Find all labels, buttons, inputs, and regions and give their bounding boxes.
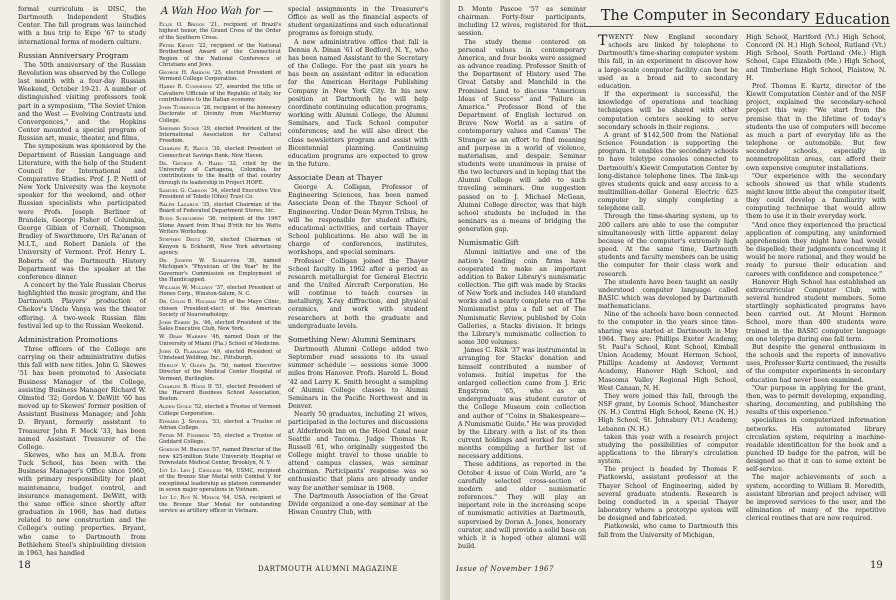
honoree-citation: '28, recipient of the honorary Doctorate of Divinity from MacMurray College. [159,104,281,124]
honoree-citation: '36, elected Chairman of Kenyon & Eckhardt, New York advertising agency. [159,237,281,256]
wah-hoo-wah-column [153,6,281,556]
honoree-citation: '34, elected Executive Vice President of Toledo (Ohio) Trust Co. [159,187,281,201]
wah-hoo-wah-entry [153,404,281,417]
paragraph: Piatkowski, who came to Dartmouth this fall from the University of Michigan, [598,523,738,539]
honoree-name: Charles E. Rayce [159,146,209,153]
issue-line [456,565,554,573]
wah-hoo-wah-entry [153,349,281,362]
honoree-citation: '64, USMC, recipient of the Bronze Star Medal with Combat V for exceptional leadership as platoon commander in seven major operations in Vietnam. [159,468,281,494]
honoree-citation: '46, named Dean of the University of Miami (Fla.) School of Medicine. [159,334,281,347]
wah-hoo-wah-entry [153,126,281,145]
paragraph: A new administrative office that fall is Dennis A. Dinan '61 of Bedford, N. Y., who has been named Assistant to the Secretary of the College. For the past six years he has been an assistant editor in education for the American Heritage Publishing Company in New York City. In his new position at Dartmouth he will help coordinate continuing education programs, working with Alumni College, the Alumni Seminars, and Tuck School computer conferences; and he will also direct the class newsletters program and assist with Bicentennial planning. Continuing education programs are expected to grow in the future. [288,38,428,168]
paragraph: The 50th anniversary of the Russian Revolution was observed by the College last month with a four-day Russian Weekend, October 19-21. A number of distinguished visiting professors took part in a symposium, "The Soviet Union and the West — Evolving Contrasts and Convergences," and the Hopkins Center mounted a special program of Russian art, music, theater, and films. [18,61,146,143]
honoree-name: John O. Flanagan [159,348,209,355]
paragraph: The study theme centered on personal values in contemporary America, and four books were assigned as advance reading. Professor Smith of the Department of History used The Great Gatsby and Manchild in the Promised Land to discuss "American Ideas of Success" and "Failure in America." Professor Bond of the Department of English lectured on Brave New World as a satire of contemporary values and Camus' The Stranger as an effort to find meaning and purpose in a world of violence, materialism, and despair. Seminar students were unanimous in praise of the two lecturers and in hoping that the Alumni College will add to such traveling seminars. One suggestion passed on to J. Michael McGean, Alumni College director, was that high school students be included in the seminars as a means of bridging the generation gap. [458,38,586,234]
honoree-citation: '21, recipient of Brazil's highest honor, the Grand Cross of the Order of the Southern Cross. [159,22,281,41]
honoree-citation: '36, named Michigan's "Physician of the Year" by the Governor's Commission on Employment of the Handicapped. [159,257,281,284]
honoree-name: 1st Lt. Leo J. Cieslicki [159,468,222,474]
wah-hoo-wah-entry [153,216,281,235]
honoree-citation: '29, elected President of the International Association for Cultural Freedom. [159,125,281,145]
wah-hoo-wah-entry [153,433,281,446]
paragraph: Nearly 50 graduates, including 21 wives, participated in the lectures and discussions at Alderbrook Inn on the Hood Canal near Seattle and Tacoma. Judge Thomas R. Russell '61, who originally suggested the College might travel to those unable to attend campus classes, was seminar chairman. Participants' response was so enthusiastic that plans are already under way for another seminar in 1968. [288,411,428,492]
honoree-name: John Turkevich [159,104,201,111]
honoree-name: Charles B. Hood II [159,383,212,390]
paragraph: A concert by the Yale Russian Chorus highlighted the music program, and the Dartmouth Players' production of Chekov's Uncle Vanya was the theater offering. A two-week Russian film festival led up to the Russian Weekend. [18,282,146,330]
paragraph: Alumni initiative and one of the nation's leading coin firms have cooperated to make an important addition to Baker Library's numismatic collection. The gift was made by Stacks of New York and includes 140 standard works and a nearly complete run of The Numismatist plus a full set of The Numismatic Review, published by Coin Galleries, a Stacks division. It brings the Library's numismatic collection to some 300 volumes. [458,249,586,347]
lead-paragraph [598,34,738,91]
honoree-citation: '36, recipient of the 1967 Stone Award from B'nai B'rith for his Watts Writers Workshop. [159,216,281,236]
magazine-name: DARTMOUTH ALUMNI MAGAZINE [258,565,399,573]
wah-hoo-wah-entry [153,384,281,403]
paragraph: formal curriculum is DISC, the Dartmouth Independent Studies Center. The fall program was launched with a bus trip to Expo '67 to study international forms of modern culture. [18,6,146,46]
issue-date: November 1967 [490,565,554,573]
honoree-name: Edward J. Spiegel [159,418,209,425]
right-page-number: 19 [870,560,883,571]
honoree-name: Herluf V. Olsen Jr. [159,362,217,369]
wah-hoo-wah-entry [153,285,281,298]
honoree-citation: '46, elected President of the Sales Executive Club, New York. [159,319,281,333]
right-column-2 [598,34,738,556]
wah-hoo-wah-entry [153,258,281,284]
paragraph: Three officers of the College are carrying on their administrative duties this fall with new titles. John G. Skewes '51 has been promoted to Associate Business Manager of the College, assisting Business Manager Richard W. Olmsted '32; Gordon V. DeWitt '60 has moved up to Skewes' former position of Assistant Business Manager; and John D. Bryant, formerly assistant to Treasurer John F. Meck '33, has been named Assistant Treasurer of the College. [18,345,146,451]
honoree-citation: '25, elected President of Vermont College Corporation. [159,69,281,83]
paragraph: These additions, as reported in the October 4 issue of Coin World, are "a carefully selected cross-section of modern and older numismatic references." They will play an important role in the increasing scope of numismatic activities at Dartmouth, supervised by Doran A. Jones, honorary curator, and will provide a solid base on which it is hoped other alumni will build. [458,461,586,550]
paragraph: The major achievements of such a system, according to William B. Meredith, assistant librarian and project adviser, will be improved services to the user, and the elimination of many of the repetitive clerical routines that are now required. [746,474,886,523]
title-rule [584,26,890,27]
lead-text: WENTY New England secondary schools are linked by telephone to Dartmouth's time-sharing computer system this fall, in an experiment to discover how a large-scale computer facility can best be used as a broad aid to secondary education. [598,34,738,90]
paragraph: Nine of the schools have been connected to the computer in the years since time-sharing was started at Dartmouth in May 1964. They are: Phillips Exeter Academy, St. Paul's School, Kent School, Kimball Union Academy, Mount Hermon School, Phillips Academy at Andover, Vermont Academy, Hanover High School, and Mascoma Valley Regional High School, West Canaan, N. H. [598,311,738,392]
wah-hoo-wah-entry [153,447,281,466]
paragraph: "And once they experienced the practical application of computing, any uninformed apprehension they might have had would be dispelled; their judgments concerning it would be more rational, and they would be ready to pursue their education and careers with confidence and competence." [746,221,886,278]
paragraph: The symposium was sponsored by the Department of Russian Language and Literature, with the help of the Student Council for International and Comparative Studies. Prof. J. P. Nettl of New York University was the keynote speaker for the weekend, and other Russian specialists who participated were Profs. Joseph Berliner of Brandeis, George Fisher of Columbia, George Gibian of Cornell, Thompson Bradley of Swarthmore, Uri Ra'anan of M.I.T., and Robert Daniels of the University of Vermont. Prof. Henry L. Roberts of the Dartmouth History Department was the speaker at the conference dinner. [18,143,146,281]
honoree-name: George H. Amidon [159,69,211,76]
paragraph: taken this year with a research project studying the possibilities of computer applications to the library's circulation system. [598,433,738,466]
honoree-citation: '30, elected President of Connecticut Savings Bank, New Haven. [159,146,281,159]
article-title-part2: Education [814,12,890,28]
paragraph: High School, Hartford (Vt.) High School, Concord (N. H.) High School, Rutland (Vt.) High School, South Portland (Me.) High School, Cape Elizabeth (Me.) High School, and Timberlane High School, Plaistow, N. H. [746,34,886,82]
honoree-citation: '64, USA, recipient of the Bronze Star Medal for outstanding service as artillery officer in Vietnam. [159,495,281,514]
section-heading: Administration Promotions [18,334,118,344]
honoree-name: Shepard Stone [159,125,200,132]
honoree-name: William W. Mcllroy [159,284,213,291]
honoree-name: Dr. Joseph W. Schaeffer [159,257,240,264]
honoree-citation: '57, named Director of the new $25-million State University Hospital of Downstate Medical Center, Brooklyn, N. Y. [159,447,281,467]
honoree-citation: '37, elected President of Hones Corp., Winston-Salem, N. C. [159,284,281,298]
wah-hoo-wah-entry [153,363,281,382]
left-column-1 [18,6,146,556]
paragraph: Prof. Thomas E. Kurtz, director of the Kiewit Computation Center and of the NSF project, explained the secondary-school project this way: "We start from the premise that in the lifetime of today's students the use of computers will become as much a part of everyday life as the telephone or automobile. But few secondary schools, especially in nonmetropolitan areas, can afford their own expensive computer installations. [746,82,886,172]
wah-hoo-wah-entry [153,161,281,187]
paragraph: special assignments in the Treasurer's Office as well as the financial aspects of student organizations and such educational programs as foreign study. [288,6,428,38]
right-column-1 [458,6,586,556]
paragraph: The students have been taught an easily understood computer language called BASIC which was developed by Dartmouth mathematicians. [598,278,738,311]
article-title-part1: The Computer in Secondary [600,8,810,24]
honoree-citation: '39 of the Mayo Clinic, chosen President-elect of the American Society of Neuroradiology. [159,299,281,319]
paragraph: "Our purpose in applying for the grant, then, was to permit developing, expanding, sharing, documenting, and publishing the results of this experience." [746,384,886,417]
paragraph: Skewes, who has an M.B.A. from Tuck School, has been with the Business Manager's Office since 1960, with primary responsibility for plant maintenance, budget control, and insurance management. DeWitt, with the same office since shortly after graduation in 1960, has had duties related to new construction and the College's outing properties. Bryant, who came to Dartmouth from Bethlehem Steel's shipbuilding division in 1963, has handled [18,451,146,556]
wah-hoo-wah-entry [153,202,281,215]
paragraph: Professor Colligan joined the Thayer School faculty in 1962 after a period as research metallurgist for General Electric and the United Aircraft Corporation. He will continue to teach courses in metallurgy, X-ray diffraction, and physical ceramics, and work with student researchers at both the graduate and undergraduate levels. [288,257,428,330]
wah-hoo-wah-entry [153,70,281,83]
honoree-citation: '32, cited by the University of Cartagena, Colombia, for contributions to the health of that country through its leadership in Project HOPE. [159,160,281,186]
honoree-citation: '35, elected Chairman of the Board of Federated Department Stores, Inc. [159,202,281,215]
honoree-name: Peter M. Fishbein [159,432,210,439]
honoree-citation: '50, named Executive Director of the Medical Center Hospital of Vermont, Burlington. [159,362,281,382]
paragraph: If the experiment is successful, the knowledge of operations and teaching techniques will be shared with other computation centers seeking to serve secondary schools in their regions. [598,91,738,131]
wah-hoo-wah-entry [153,320,281,333]
wah-hoo-wah-entry [153,495,281,514]
section-heading: Something New: Alumni Seminars [288,334,416,344]
wah-hoo-wah-entry [153,299,281,318]
honoree-name: John Emery Jr. [159,319,200,326]
wah-hoo-wah-list [153,22,281,514]
paragraph: The project is headed by Thomas F. Piatkowski, assistant professor at the Thayer School of Engineering, aided by several graduate students. Research is being conducted in a special Thayer laboratory where a prototype system will be designed and fabricated. [598,466,738,523]
wah-hoo-wah-entry [153,43,281,69]
paragraph: Hanover High School has established an extracurricular Computer Club, with several hundred student members. Some startlingly sophisticated programs have been carried out. At Mount Hermon School, more than 400 students were trained in the BASIC computer language on one teletype during one fall term. [746,278,886,343]
honoree-citation: '51, elected President of the Harvard Business School Association, Boston. [159,383,281,403]
wah-hoo-wah-entry [153,84,281,103]
section-heading: Russian Anniversary Program [18,50,129,60]
honoree-citation: '52, elected a Trustee of Vermont College Corporation. [159,404,281,417]
left-page [0,0,446,600]
honoree-citation: '49, elected President of Ulmstead Welding, Inc., Pittsburgh. [159,348,281,361]
section-heading: Numismatic Gift [458,238,519,248]
wah-hoo-wah-entry [153,334,281,347]
wah-hoo-wah-entry [153,468,281,494]
honoree-name: Alden Guild [159,404,192,411]
honoree-name: Harry R. Cummings [159,84,213,91]
wah-hoo-wah-entry [153,105,281,124]
wah-hoo-wah-entry [153,237,281,256]
honoree-name: Samuel G. Carson [159,187,208,194]
paragraph: specializes in computerized information networks. His automated library circulation system, requiring a machine-readable identification for the book and a punched ID badge for the patron, will be designed so that it can to some extent be self-service. [746,417,886,474]
issue-label: Issue of [456,565,488,573]
section-heading: Associate Dean at Thayer [288,173,383,183]
right-column-3 [746,34,886,556]
honoree-citation: '53, elected a Trustee of Adrian College. [159,418,281,432]
wah-hoo-wah-entry [153,146,281,159]
left-column-3 [288,6,428,556]
honoree-name: Ellis O. Briggs [159,22,205,28]
paragraph: "Our experience with the secondary schools showed us that while students might know little about the computer itself, they could develop a familiarity with computing technique that would allow them to use it in their everyday work. [746,172,886,221]
drop-cap: T [598,34,608,49]
honoree-name: Ralph Lazarus [159,202,199,209]
paragraph: But despite the general enthusiasm in the schools and the reports of innovative uses, Professor Kurtz continued, the results of the computer experiments in secondary education had never been examined. [746,343,886,384]
honoree-name: Dr. Colin B. Holman [159,299,217,306]
honoree-name: W. Dean Warren [159,334,207,341]
honoree-name: 1st Lt. Roy N. Minick [159,495,220,502]
wah-hoo-wah-title: A Wah Hoo Wah for — [160,6,273,17]
honoree-citation: '27, awarded the title of Cavaliere Ufficiale of the Republic of Italy, for contributions to the Italian economy. [159,84,281,103]
paragraph: George A. Colligan, Professor of Engineering Sciences, has been named Associate Dean of the Thayer School of Engineering. Under Dean Myron Tribus, he will be responsible for student affairs, educational activities, and certain Thayer School publications. He also will be in charge of conferences, institutes, workshops, and special seminars. [288,184,428,257]
wah-hoo-wah-entry [153,419,281,432]
paragraph: Through the time-sharing system, up to 200 callers are able to use the computer simultaneously with little apparent delay because of the computer's extremely high speed. At the same time, Dartmouth students and faculty members can be using the computer for their class work and research. [598,213,738,278]
paragraph: A grant of $142,500 from the National Science Foundation is supporting the program. It enables the secondary schools to have teletype consoles connected to Dartmouth's Kiewit Computation Center by long-distance telephone lines. The link-up gives students quick and easy access to a multimillion-dollar General Electric 625 computer by simply completing a telephone call. [598,131,738,213]
paragraph: They were joined this fall, through the NSF grant, by Loomis School, Manchester (N. H.) Central High School, Keene (N. H.) High School, St. Johnsbury (Vt.) Academy, Lebanon (N. H.) [598,392,738,433]
honoree-name: Stephen Deitz [159,237,201,244]
section-heading [458,555,586,556]
honoree-name: Gordon M. Brewer [159,447,210,454]
left-page-number: 18 [18,560,31,571]
wah-hoo-wah-entry [153,22,281,41]
honoree-citation: '22, recipient of the National Brotherhood Award of the Connecticut Region of the National Conference of Christians and Jews. [159,42,281,68]
honoree-name: Budd Schulberg [159,216,205,223]
honoree-citation: '55, elected a Trustee of Goddard College. [159,432,281,446]
paragraph: The Dartmouth Association of the Great Divide organized a one-day seminar at the Hiwan Country Club, with [288,492,428,517]
honoree-name: Peter Kiewit [159,42,195,49]
wah-hoo-wah-entry [153,188,281,201]
paragraph: Dartmouth Alumni College added two September road sessions to its usual summer schedule — sessions some 3000 miles from Hanover. Profs. Harold L. Bond '42 and Larry K. Smith brought a sampling of Alumni College classes to Alumni Seminars in the Pacific Northwest and in Denver. [288,345,428,411]
paragraph: D. Monte Pascoe '57 as seminar chairman. Forty-four participants, including 12 wives, registered for that session. [458,6,586,38]
paragraph: James C. Risk '37 was instrumental in arranging for Stacks' donation and himself contributed a number of volumes. Initial impetus for the enlarged collection came from J. Eric Engstrom '65, who as an undergraduate was student curator of the College Museum coin collection and author of "Coins in Shakespeare—A Numismatic Guide." He was provided by the Library with a list of its then current holdings and worked for some months compiling a further list of necessary additions. [458,347,586,461]
honoree-name: Dr. George A. Hahn [159,160,223,167]
